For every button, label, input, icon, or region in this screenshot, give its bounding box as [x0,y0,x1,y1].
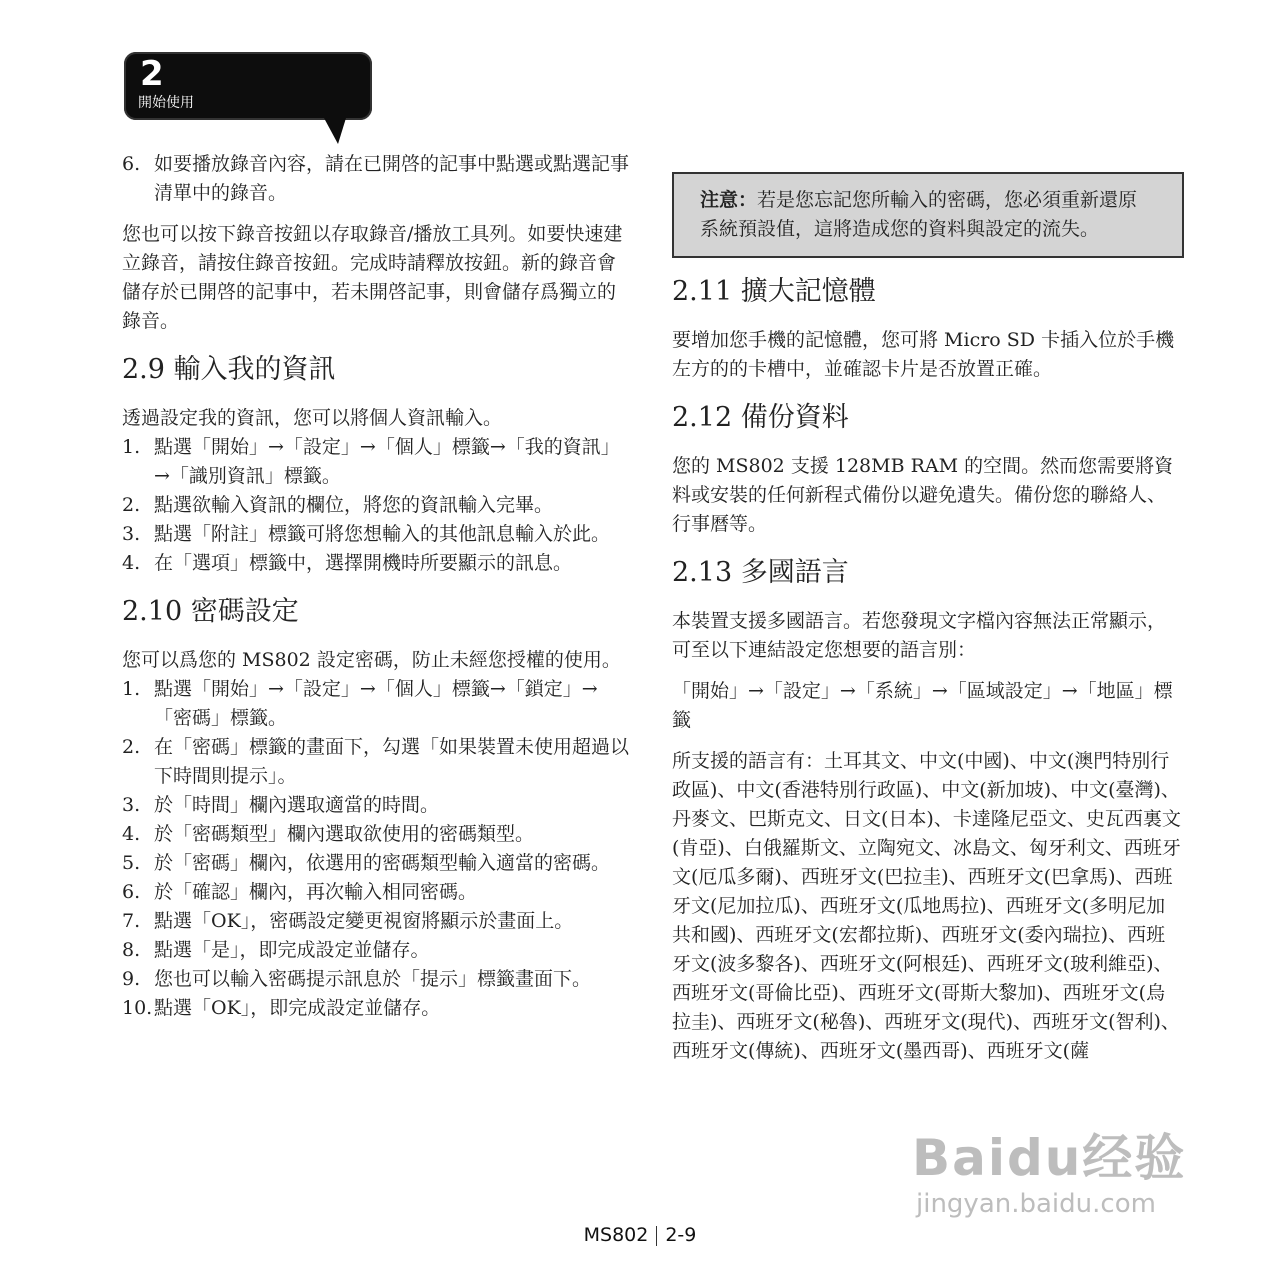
list-item: 1. 點選「開始」→「設定」→「個人」標籤→「鎖定」→「密碼」標籤。 [122,678,598,729]
left-column [122,150,632,1035]
note-box [672,172,1184,258]
page-footer [0,1224,1280,1246]
list-item: 2. 在「密碼」標籤的畫面下，勾選「如果裝置未使用超過以下時間則提示」。 [122,736,630,787]
list-item: 5. 於「密碼」欄內，依選用的密碼類型輸入適當的密碼。 [122,852,611,874]
section-2-12-body: 您的 MS802 支援 128MB RAM 的空間。然而您需要將資料或安裝的任何新程式備份以避免遺失。備份您的聯絡人、行事曆等。 [672,455,1174,535]
list-item: 8. 點選「是」，即完成設定並儲存。 [122,939,430,961]
section-heading-2-13: 2.13 多國語言 [672,557,849,588]
record-paragraph: 您也可以按下錄音按鈕以存取錄音/播放工具列。如要快速建立錄音，請按住錄音按鈕。完成時請釋放按鈕。新的錄音會儲存於已開啓的記事中，若未開啓記事，則會儲存爲獨立的錄音。 [122,223,623,332]
watermark-logo-text: Baidu经验 [912,1129,1187,1187]
continued-list [122,150,632,208]
note-label: 注意： [700,189,758,211]
section-heading-2-12: 2.12 備份資料 [672,402,849,433]
section-2-13-body: 本裝置支援多國語言。若您發現文字檔內容無法正常顯示，可至以下連結設定您想要的語言別： [672,610,1167,661]
list-item: 7. 點選「OK」，密碼設定變更視窗將顯示於畫面上。 [122,910,574,932]
section-heading-2-11: 2.11 擴大記憶體 [672,276,876,307]
chapter-title: 開始使用 [138,95,194,111]
section-2-10-intro: 您可以爲您的 MS802 設定密碼，防止未經您授權的使用。 [122,649,621,671]
list-item: 1. 點選「開始」→「設定」→「個人」標籤→「我的資訊」→「識別資訊」標籤。 [122,436,620,487]
baidu-watermark [912,1128,1186,1220]
section-2-9-intro: 透過設定我的資訊，您可以將個人資訊輸入。 [122,407,503,429]
list-item: 9. 您也可以輸入密碼提示訊息於「提示」標籤畫面下。 [122,968,592,990]
watermark-url: jingyan.baidu.com [916,1189,1156,1219]
list-item: 6. 於「確認」欄內，再次輸入相同密碼。 [122,881,478,903]
section-2-10-steps [122,675,632,1023]
list-item: 6. 如要播放錄音內容，請在已開啓的記事中點選或點選記事清單中的錄音。 [122,153,630,204]
chapter-number: 2 [140,54,164,94]
list-item: 3. 於「時間」欄內選取適當的時間。 [122,794,440,816]
footer-model: MS802 [583,1224,649,1246]
section-2-13-languages: 所支援的語言有：土耳其文、中文(中國)、中文(澳門特別行政區)、中文(香港特別行政區)、中文(新加坡)、中文(臺灣)、丹麥文、巴斯克文、日文(日本)、卡達隆尼亞文、史瓦西裏文(肯亞)、白俄羅斯文、立陶宛文、冰島文、匈牙利文、西班牙文(厄瓜多爾)、西班牙文(巴拉圭)、西班牙文(巴拿馬)、西班牙文(尼加拉瓜)、西班牙文(瓜地馬拉)、西班牙文(多明尼加共和國)、西班牙文(宏都拉斯)、西班牙文(委內瑞拉)、西班牙文(波多黎各)、西班牙文(阿根廷)、西班牙文(玻利維亞)、西班牙文(哥倫比亞)、西班牙文(哥斯大黎加)、西班牙文(烏拉圭)、西班牙文(秘魯)、西班牙文(現代)、西班牙文(智利)、西班牙文(傳統)、西班牙文(墨西哥)、西班牙文(薩 [672,750,1181,1062]
section-2-9-steps [122,433,632,578]
note-text: 若是您忘記您所輸入的密碼，您必須重新還原系統預設值，這將造成您的資料與設定的流失。 [700,189,1138,240]
list-item: 10. 點選「OK」，即完成設定並儲存。 [122,997,441,1019]
section-2-13-path: 「開始」→「設定」→「系統」→「區域設定」→「地區」標籤 [672,680,1173,731]
footer-separator [656,1226,657,1246]
list-item: 4. 在「選項」標籤中，選擇開機時所要顯示的訊息。 [122,552,573,574]
section-heading-2-9: 2.9 輸入我的資訊 [122,354,336,385]
list-item: 2. 點選欲輸入資訊的欄位，將您的資訊輸入完畢。 [122,494,554,516]
list-item: 3. 點選「附註」標籤可將您想輸入的其他訊息輸入於此。 [122,523,611,545]
page-number: 2-9 [665,1224,697,1246]
list-item: 4. 於「密碼類型」欄內選取欲使用的密碼類型。 [122,823,535,845]
right-column [672,172,1182,1078]
chapter-tab [124,52,372,120]
section-2-11-body: 要增加您手機的記憶體，您可將 Micro SD 卡插入位於手機左方的的卡槽中，並確認卡片是否放置正確。 [672,329,1175,380]
section-heading-2-10: 2.10 密碼設定 [122,596,299,627]
